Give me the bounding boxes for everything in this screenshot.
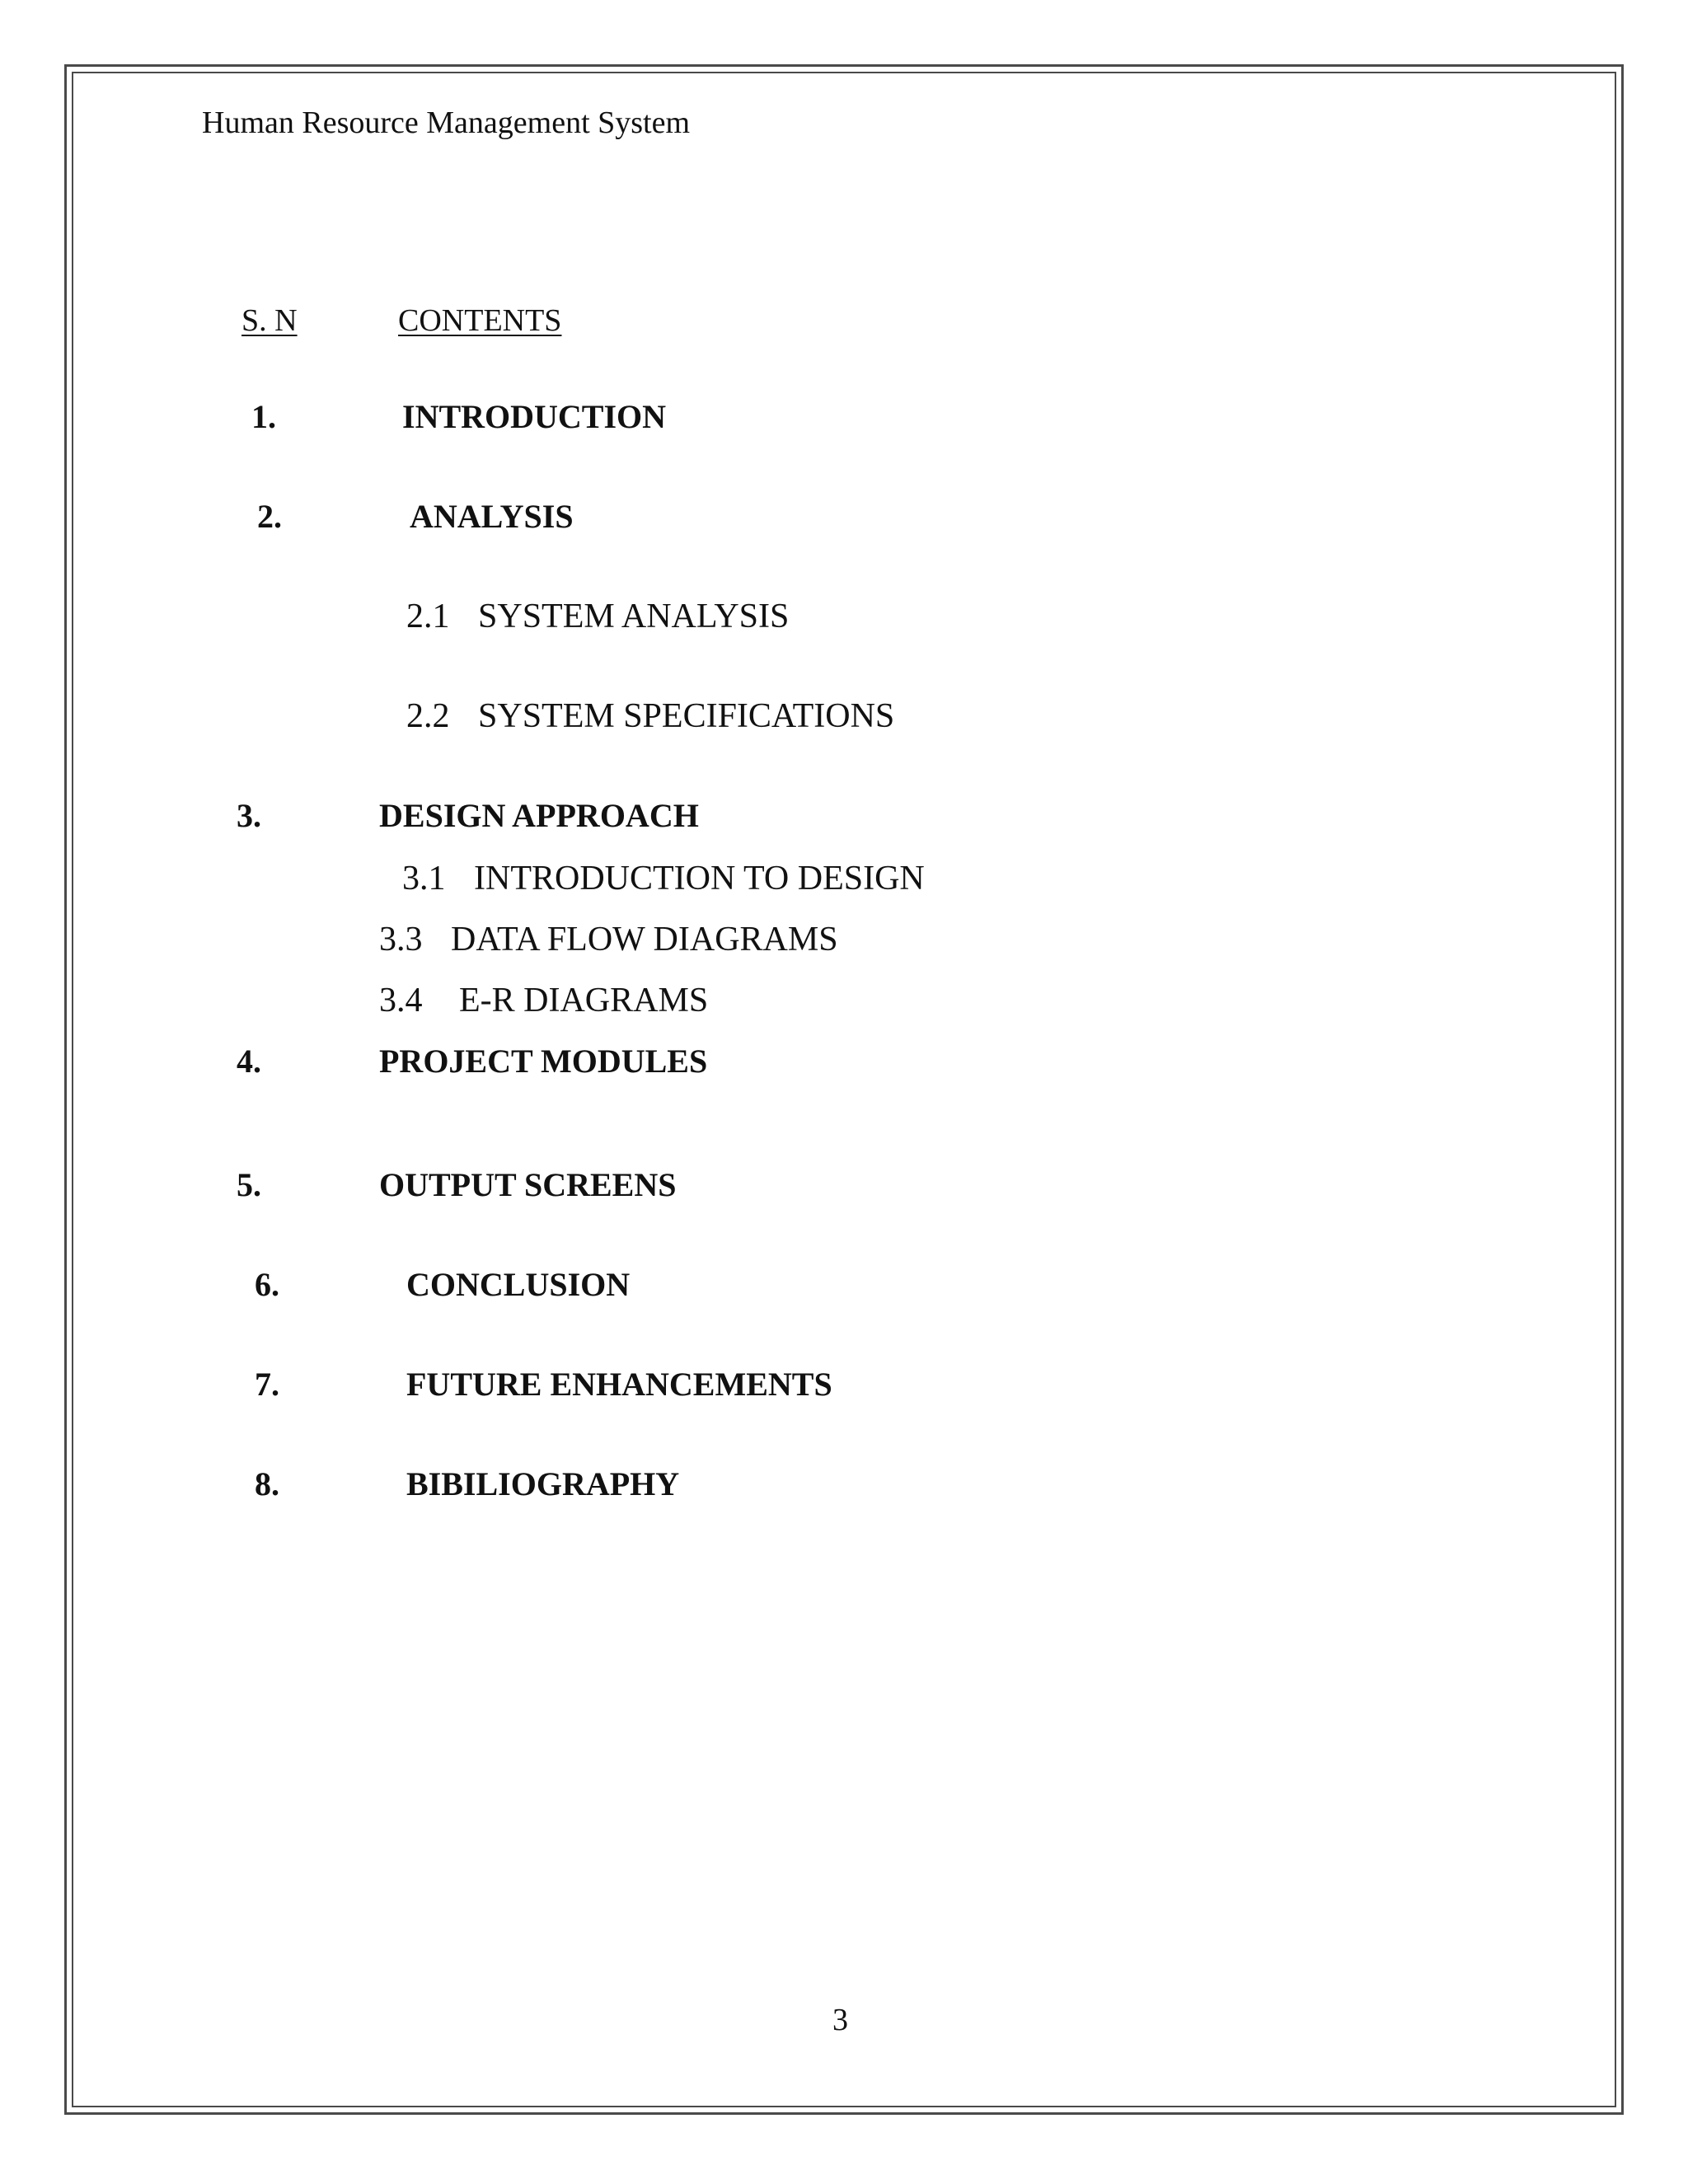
toc-section-3-title: DESIGN APPROACH — [379, 797, 699, 834]
toc-section-5-title: OUTPUT SCREENS — [379, 1166, 677, 1203]
column-header-contents: CONTENTS — [398, 303, 562, 338]
toc-section-1-number: 1. — [251, 398, 276, 435]
toc-section-2-number: 2. — [257, 498, 282, 535]
toc-section-8-title: BIBILIOGRAPHY — [406, 1465, 680, 1502]
toc-subsection-2-1-title: SYSTEM ANALYSIS — [478, 598, 790, 635]
toc-section-1-title: INTRODUCTION — [402, 398, 667, 435]
toc-section-6-number: 6. — [255, 1266, 279, 1303]
page-number: 3 — [832, 2003, 848, 2037]
toc-section-6-title: CONCLUSION — [406, 1266, 631, 1303]
toc-subsection-3-1-number: 3.1 — [402, 860, 446, 898]
page-border-inner — [72, 72, 1616, 2107]
toc-section-7-title: FUTURE ENHANCEMENTS — [406, 1366, 832, 1403]
toc-subsection-2-2-number: 2.2 — [406, 697, 450, 735]
toc-section-3-number: 3. — [237, 797, 261, 834]
toc-subsection-2-2-title: SYSTEM SPECIFICATIONS — [478, 697, 895, 735]
toc-subsection-3-4-title: E-R DIAGRAMS — [459, 982, 709, 1019]
column-header-sn: S. N — [241, 303, 298, 338]
document-header: Human Resource Management System — [202, 105, 691, 140]
toc-section-4-number: 4. — [237, 1043, 261, 1080]
toc-subsection-3-3-title: DATA FLOW DIAGRAMS — [451, 921, 838, 958]
toc-subsection-3-1-title: INTRODUCTION TO DESIGN — [474, 860, 925, 898]
toc-section-2-title: ANALYSIS — [410, 498, 574, 535]
toc-subsection-3-4-number: 3.4 — [379, 982, 423, 1019]
toc-section-4-title: PROJECT MODULES — [379, 1043, 708, 1080]
toc-section-8-number: 8. — [255, 1465, 279, 1502]
toc-subsection-2-1-number: 2.1 — [406, 598, 450, 635]
toc-section-5-number: 5. — [237, 1166, 261, 1203]
toc-section-7-number: 7. — [255, 1366, 279, 1403]
toc-subsection-3-3-number: 3.3 — [379, 921, 423, 958]
